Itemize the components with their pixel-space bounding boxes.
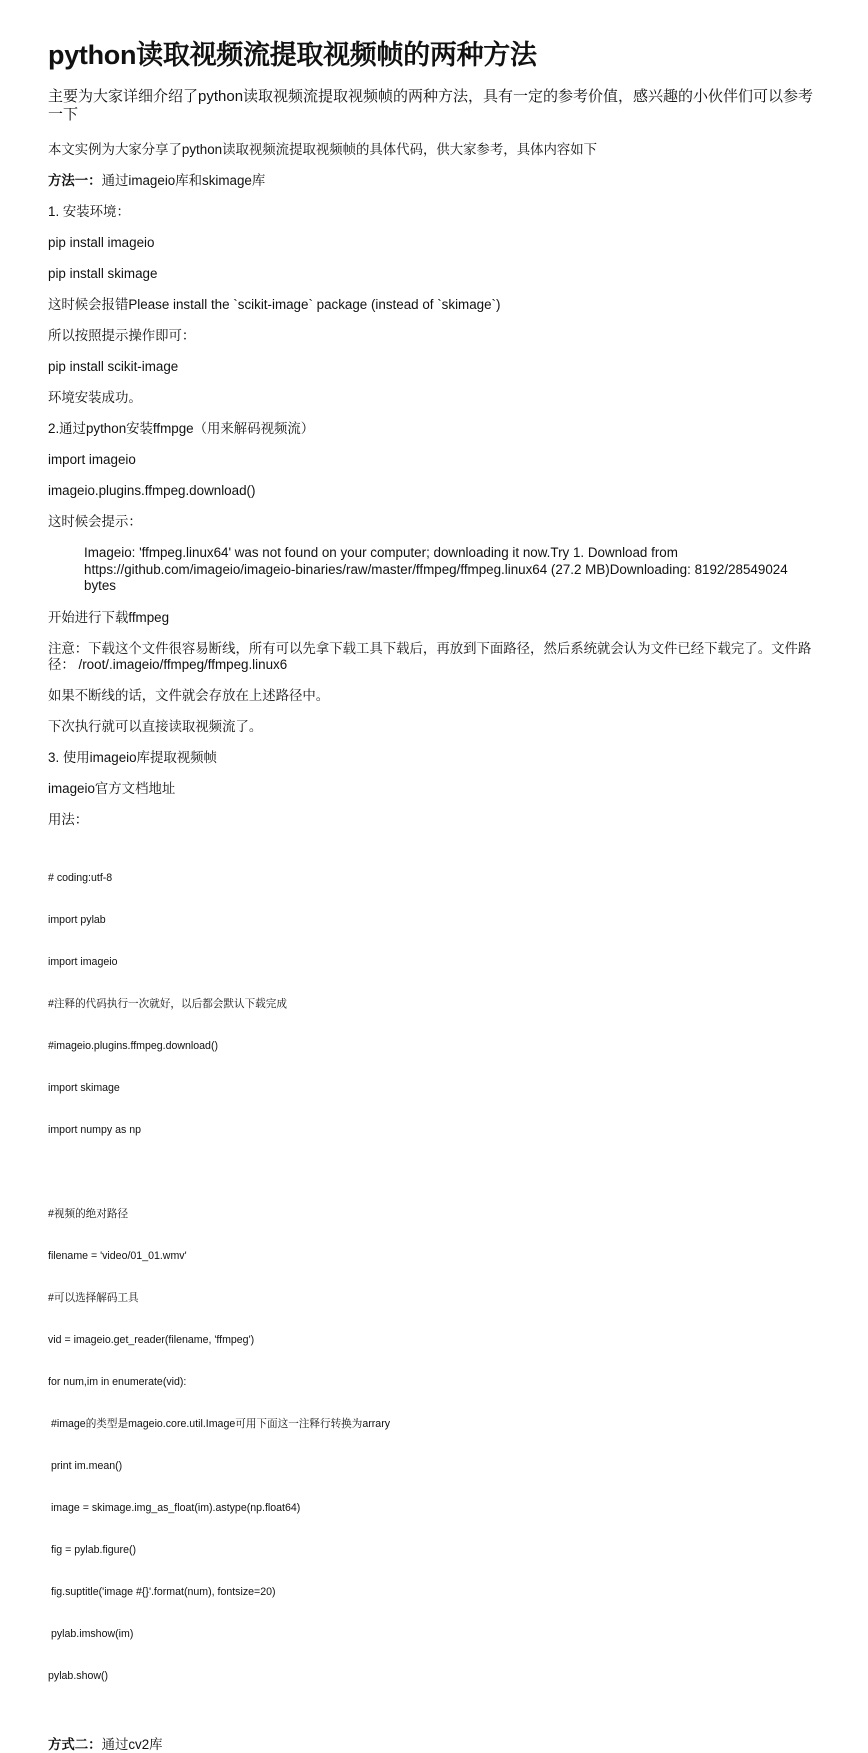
code-line: #image的类型是mageio.core.util.Image可用下面这一注释行转换为arrary: [48, 1417, 391, 1430]
code-line: pylab.show(): [48, 1669, 109, 1682]
paragraph: 如果不断线的话，文件就会存放在上述路径中。: [48, 687, 330, 703]
method-two-label: 方式二：: [48, 1736, 102, 1752]
code-line: pylab.imshow(im): [48, 1627, 134, 1640]
code-line: import numpy as np: [48, 1123, 142, 1136]
code-line: #imageio.plugins.ffmpeg.download(): [48, 1039, 218, 1052]
code-line: import pylab: [48, 913, 106, 926]
paragraph: import imageio: [48, 452, 136, 467]
paragraph: 下次执行就可以直接读取视频流了。: [48, 718, 263, 734]
paragraph: 3. 使用imageio库提取视频帧: [48, 749, 217, 765]
intro-paragraph: 本文实例为大家分享了python读取视频流提取视频帧的具体代码，供大家参考，具体内容如下: [48, 142, 598, 157]
code-line: for num,im in enumerate(vid):: [48, 1375, 187, 1388]
code-line: [48, 1165, 820, 1179]
paragraph: 用法：: [48, 811, 89, 827]
code-line: filename = 'video/01_01.wmv': [48, 1249, 187, 1262]
code-line: import skimage: [48, 1081, 120, 1094]
method-two-heading: [48, 1737, 820, 1753]
code-line: # coding:utf-8: [48, 871, 113, 884]
code-line: vid = imageio.get_reader(filename, 'ffmpeg'): [48, 1333, 255, 1346]
paragraph: 这时候会报错Please install the `scikit-image` package (instead of `skimage`): [48, 297, 501, 312]
paragraph: pip install imageio: [48, 235, 155, 250]
paragraph: 注意：下载这个文件很容易断线，所有可以先拿下载工具下载后，再放到下面路径，然后系统就会认为文件已经下载完了。文件路径： /root/.imageio/ffmpeg/ffmpeg.linux6: [48, 640, 812, 672]
code-line: image = skimage.img_as_float(im).astype(np.float64): [48, 1501, 301, 1514]
code-line: import imageio: [48, 955, 118, 968]
paragraph: 所以按照提示操作即可：: [48, 328, 196, 343]
method-one-text: 通过imageio库和skimage库: [101, 173, 266, 188]
blockquote: Imageio: 'ffmpeg.linux64' was not found on your computer; downloading it now.Try 1. Download from https://github.com/imageio/imageio-binaries/raw/master/ffmpeg/ffmpeg.linux64 (27.2 MB)Downloading: 8192/28549024 bytes: [84, 545, 788, 593]
code-line: #视频的绝对路径: [48, 1207, 129, 1220]
method-one-heading: [48, 173, 820, 189]
code-line: #注释的代码执行一次就好，以后都会默认下载完成: [48, 997, 287, 1010]
paragraph: 2.通过python安装ffmpge（用来解码视频流）: [48, 421, 315, 436]
paragraph: pip install skimage: [48, 266, 158, 281]
page-title: python读取视频流提取视频帧的两种方法: [48, 40, 537, 70]
paragraph: imageio官方文档地址: [48, 780, 176, 796]
paragraph: imageio.plugins.ffmpeg.download(): [48, 483, 256, 498]
summary: 主要为大家详细介绍了python读取视频流提取视频帧的两种方法，具有一定的参考价值，感兴趣的小伙伴们可以参考一下: [48, 88, 814, 123]
method-one-label: 方法一：: [48, 173, 102, 188]
code-line: print im.mean(): [48, 1459, 123, 1472]
method-two-text: 通过cv2库: [101, 1736, 163, 1752]
paragraph: 开始进行下载ffmpeg: [48, 609, 170, 625]
paragraph: 环境安装成功。: [48, 390, 142, 405]
paragraph: 这时候会提示：: [48, 514, 142, 529]
paragraph: 1. 安装环境：: [48, 204, 130, 219]
code-line: #可以选择解码工具: [48, 1291, 139, 1304]
code-line: fig = pylab.figure(): [48, 1543, 137, 1556]
paragraph: pip install scikit-image: [48, 359, 179, 374]
code-line: fig.suptitle('image #{}'.format(num), fontsize=20): [48, 1585, 276, 1598]
code-block: [48, 843, 820, 1711]
